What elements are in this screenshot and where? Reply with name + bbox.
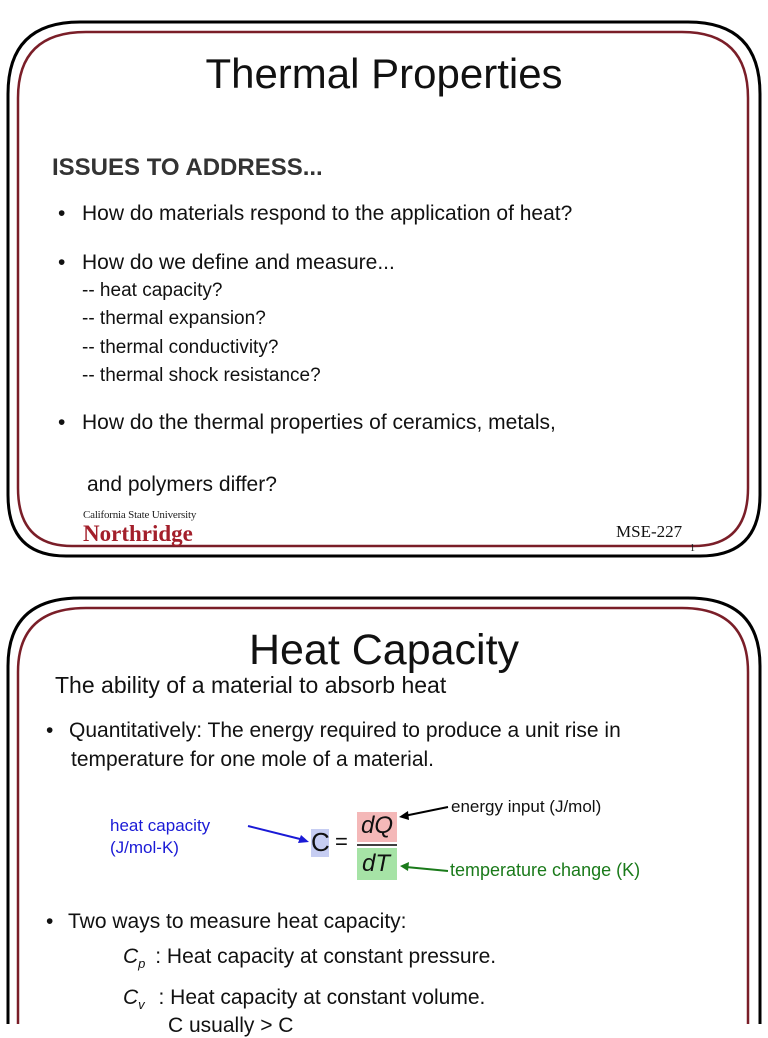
- bullet-marker: •: [46, 910, 54, 933]
- logo-line-top: California State University: [83, 509, 197, 521]
- logo-line-bottom: Northridge: [83, 521, 193, 546]
- slide-title: Thermal Properties: [205, 50, 563, 97]
- arrow-to-dt: [400, 862, 409, 871]
- bullet-marker: •: [58, 411, 66, 434]
- cv-text: : Heat capacity at constant volume.: [158, 986, 486, 1009]
- bullet-item: How do materials respond to the application of heat?: [82, 202, 573, 225]
- bullet-marker: •: [58, 251, 66, 274]
- course-code: MSE-227: [616, 522, 683, 541]
- bullet-item: How do the thermal properties of ceramics, metals,: [82, 411, 556, 434]
- cv-definition: [123, 986, 485, 1012]
- cp-text: : Heat capacity at constant pressure.: [155, 945, 497, 968]
- arrow-to-c: [298, 835, 309, 843]
- sub-item: -- thermal expansion?: [82, 308, 266, 329]
- bullet-item: Quantitatively: The energy required to produce a unit rise in: [69, 719, 621, 742]
- slide-heat-capacity: [0, 596, 768, 1037]
- partial-line: C usually > C: [168, 1014, 294, 1037]
- equation-c: C: [311, 827, 330, 857]
- bullet-continuation: temperature for one mole of a material.: [71, 748, 435, 771]
- cp-subscript: p: [138, 956, 146, 972]
- bullet-item: How do we define and measure...: [82, 251, 395, 274]
- university-logo: [83, 510, 196, 545]
- cp-symbol: C: [123, 945, 139, 968]
- equation-dt: dT: [362, 850, 391, 877]
- equation-dq: dQ: [361, 812, 394, 839]
- equation-equals: =: [335, 829, 348, 854]
- bullet-marker: •: [46, 719, 54, 742]
- sub-item: -- thermal shock resistance?: [82, 365, 321, 386]
- cv-symbol: C: [123, 986, 139, 1009]
- label-heat-capacity: heat capacity: [110, 816, 211, 835]
- sub-item: -- thermal conductivity?: [82, 337, 279, 358]
- slide-title: Heat Capacity: [248, 626, 520, 674]
- slide-subtitle: The ability of a material to absorb heat: [55, 672, 447, 698]
- bullet-item: Two ways to measure heat capacity:: [68, 910, 407, 933]
- issues-heading: ISSUES TO ADDRESS...: [52, 154, 323, 181]
- cp-definition: [123, 945, 496, 971]
- label-energy-input: energy input (J/mol): [451, 797, 602, 816]
- arrow-to-dq: [399, 811, 409, 820]
- label-temperature-change: temperature change (K): [450, 860, 641, 880]
- bullet-continuation: and polymers differ?: [87, 473, 277, 496]
- sub-item: -- heat capacity?: [82, 280, 223, 301]
- label-heat-units: (J/mol-K): [110, 838, 179, 857]
- bullet-marker: •: [58, 202, 66, 225]
- cv-subscript: v: [138, 997, 145, 1013]
- page-number: 1: [690, 543, 695, 554]
